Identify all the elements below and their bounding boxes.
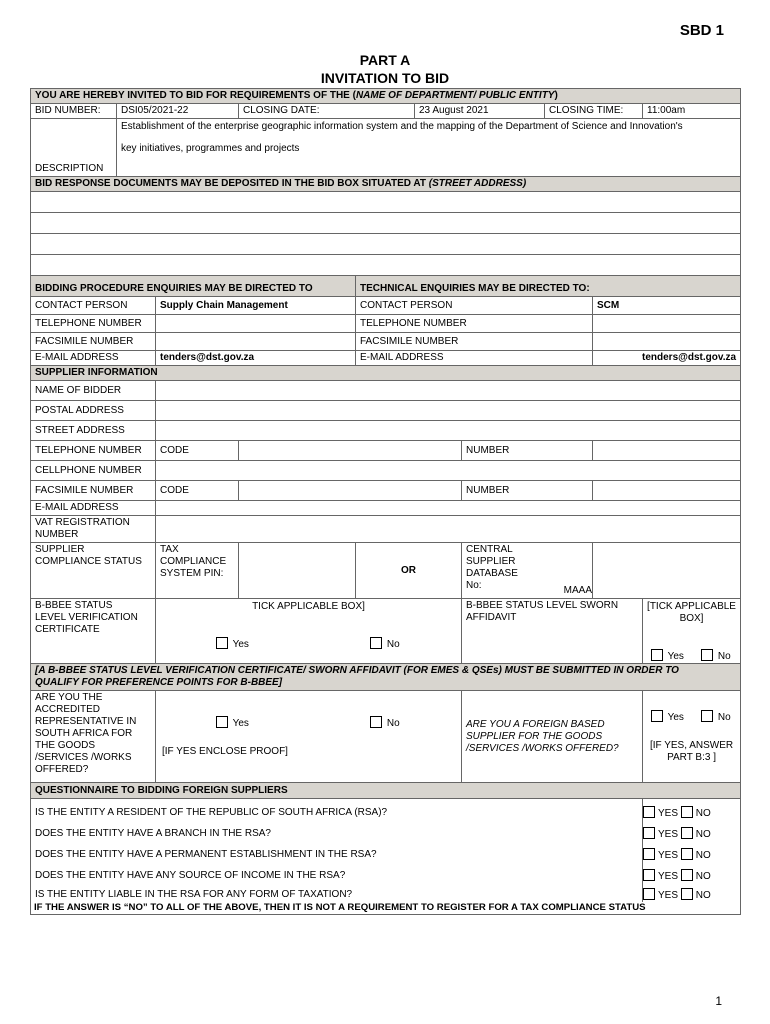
technical-telephone-value[interactable] [593,315,741,333]
branch-no-checkbox[interactable] [681,827,693,839]
yes-label: Yes [232,639,249,650]
resident-no-checkbox[interactable] [681,806,693,818]
bbbee-affidavit-no-checkbox[interactable] [701,649,713,661]
bid-number-value[interactable]: DSI05/2021-22 [117,104,239,119]
no-label: No [386,639,400,650]
deposit-header: BID RESPONSE DOCUMENTS MAY BE DEPOSITED IN THE BID BOX SITUATED AT (STREET ADDRESS) [31,177,741,192]
description-value[interactable] [117,119,741,177]
cellphone-number-field[interactable] [156,461,741,481]
bbbee-certificate-label: B-BBEE STATUS LEVEL VERIFICATION CERTIFICATE [31,599,156,664]
bbbee-certificate-no-checkbox[interactable] [370,637,382,649]
or-label: OR [356,543,462,599]
foreign-supplier-options [643,691,741,783]
bbbee-affidavit-yes-checkbox[interactable] [651,649,663,661]
telephone-number-sub-label: NUMBER [462,441,593,461]
part-title: PART A [359,52,411,68]
accredited-yes-checkbox[interactable] [216,716,228,728]
deposit-address-line[interactable] [31,234,741,255]
technical-contact-label: CONTACT PERSON [356,297,593,315]
page-number: 1 [715,994,722,1008]
bbbee-certificate-options [156,599,462,664]
bidding-telephone-label: TELEPHONE NUMBER [31,315,156,333]
no-label: No [717,651,731,662]
page-title: INVITATION TO BID [320,70,450,86]
foreign-supplier-question: ARE YOU A FOREIGN BASED SUPPLIER FOR THE GOODS /SERVICES /WORKS OFFERED? [462,691,643,783]
establishment-no-checkbox[interactable] [681,848,693,860]
facsimile-number-field[interactable] [593,481,741,501]
cellphone-number-label: CELLPHONE NUMBER [31,461,156,481]
taxation-yes-checkbox[interactable] [643,888,655,900]
question-branch-options: YES NO [643,820,741,841]
street-address-field[interactable] [156,421,741,441]
form-code: SBD 1 [679,22,724,39]
resident-yes-checkbox[interactable] [643,806,655,818]
question-branch: DOES THE ENTITY HAVE A BRANCH IN THE RSA? [31,820,643,841]
technical-facsimile-label: FACSIMILE NUMBER [356,333,593,351]
postal-address-label: POSTAL ADDRESS [31,401,156,421]
question-taxation-options: YES NO [643,883,741,902]
csd-number-label: CENTRAL SUPPLIER DATABASE No: [462,543,545,599]
answer-part-note: [IF YES, ANSWER PART B:3 ] [649,739,734,763]
closing-time-label: CLOSING TIME: [545,104,643,119]
bidding-enquiries-header: BIDDING PROCEDURE ENQUIRIES MAY BE DIRECTED TO [31,276,356,297]
technical-email-value[interactable]: tenders@dst.gov.za [593,351,741,366]
facsimile-code-field[interactable] [239,481,462,501]
csd-number-field[interactable] [593,543,741,599]
invitation-header: YOU ARE HEREBY INVITED TO BID FOR REQUIREMENTS OF THE (NAME OF DEPARTMENT/ PUBLIC ENTITY) [31,89,741,104]
deposit-address-line[interactable] [31,255,741,276]
technical-email-label: E-MAIL ADDRESS [356,351,593,366]
establishment-yes-checkbox[interactable] [643,848,655,860]
question-resident: IS THE ENTITY A RESIDENT OF THE REPUBLIC OF SOUTH AFRICA (RSA)? [31,799,643,820]
accredited-no-checkbox[interactable] [370,716,382,728]
description-label: DESCRIPTION [31,119,117,177]
bidding-contact-value[interactable]: Supply Chain Management [156,297,356,315]
technical-telephone-label: TELEPHONE NUMBER [356,315,593,333]
question-taxation: IS THE ENTITY LIABLE IN THE RSA FOR ANY FORM OF TAXATION? [31,883,643,902]
technical-facsimile-value[interactable] [593,333,741,351]
yes-label: Yes [667,711,684,723]
question-permanent-establishment: DOES THE ENTITY HAVE A PERMANENT ESTABLISHMENT IN THE RSA? [31,841,643,862]
income-yes-checkbox[interactable] [643,869,655,881]
yes-label: Yes [667,651,684,662]
facsimile-number-sub-label: NUMBER [462,481,593,501]
bbbee-affidavit-options [643,599,741,664]
description-line: key initiatives, programmes and projects [121,143,300,154]
accredited-representative-question: ARE YOU THE ACCREDITED REPRESENTATIVE IN SOUTH AFRICA FOR THE GOODS /SERVICES /WORKS OFFERED? [31,691,156,783]
email-address-label: E-MAIL ADDRESS [31,501,156,516]
telephone-number-label: TELEPHONE NUMBER [31,441,156,461]
deposit-address-line[interactable] [31,192,741,213]
no-label: No [717,711,731,723]
technical-contact-value[interactable]: SCM [593,297,741,315]
tcs-pin-label: TAX COMPLIANCE SYSTEM PIN: [156,543,239,599]
email-address-field[interactable] [156,501,741,516]
bid-form-table [30,88,741,915]
bbbee-certificate-yes-checkbox[interactable] [216,637,228,649]
question-income-source: DOES THE ENTITY HAVE ANY SOURCE OF INCOME IN THE RSA? [31,862,643,883]
supplier-info-header: SUPPLIER INFORMATION [31,366,741,381]
bidding-email-value[interactable]: tenders@dst.gov.za [156,351,356,366]
bidding-telephone-value[interactable] [156,315,356,333]
yes-label: Yes [232,717,249,729]
closing-date-value[interactable]: 23 August 2021 [415,104,545,119]
tick-instruction: [TICK APPLICABLE BOX] [647,601,736,624]
bidding-facsimile-value[interactable] [156,333,356,351]
telephone-number-field[interactable] [593,441,741,461]
bbbee-affidavit-label: B-BBEE STATUS LEVEL SWORN AFFIDAVIT [462,599,643,664]
bidding-facsimile-label: FACSIMILE NUMBER [31,333,156,351]
deposit-address-line[interactable] [31,213,741,234]
street-address-label: STREET ADDRESS [31,421,156,441]
description-line: Establishment of the enterprise geographic information system and the mapping of the Department of Science and Innovation's [121,121,683,132]
income-no-checkbox[interactable] [681,869,693,881]
facsimile-number-label: FACSIMILE NUMBER [31,481,156,501]
tcs-pin-field[interactable] [239,543,356,599]
facsimile-code-label: CODE [156,481,239,501]
technical-enquiries-header: TECHNICAL ENQUIRIES MAY BE DIRECTED TO: [356,276,741,297]
enclose-proof-note: [IF YES ENCLOSE PROOF] [162,745,288,757]
closing-date-label: CLOSING DATE: [239,104,415,119]
telephone-code-field[interactable] [239,441,462,461]
bbbee-note: [A B-BBEE STATUS LEVEL VERIFICATION CERTIFICATE/ SWORN AFFIDAVIT (FOR EMES & QSEs) MUST BE SUBMITTED IN ORDER TO QUALIFY FOR PREFERENCE POINTS FOR B-BBEE] [31,664,741,691]
bid-number-label: BID NUMBER: [31,104,117,119]
questionnaire-header: QUESTIONNAIRE TO BIDDING FOREIGN SUPPLIERS [31,783,741,799]
foreign-no-checkbox[interactable] [701,710,713,722]
bidding-email-label: E-MAIL ADDRESS [31,351,156,366]
bidder-name-field[interactable] [156,381,741,401]
question-income-source-options: YES NO [643,862,741,883]
vat-registration-field[interactable] [156,516,741,543]
csd-prefix: MAAA [545,543,593,599]
taxation-no-checkbox[interactable] [681,888,693,900]
vat-registration-label: VAT REGISTRATION NUMBER [31,516,156,543]
bidding-contact-label: CONTACT PERSON [31,297,156,315]
compliance-status-label: SUPPLIER COMPLIANCE STATUS [31,543,156,599]
accredited-representative-options [156,691,462,783]
tick-instruction: TICK APPLICABLE BOX] [252,601,365,612]
foreign-yes-checkbox[interactable] [651,710,663,722]
bidder-name-label: NAME OF BIDDER [31,381,156,401]
question-resident-options: YES NO [643,799,741,820]
questionnaire-footer: IF THE ANSWER IS “NO” TO ALL OF THE ABOVE, THEN IT IS NOT A REQUIREMENT TO REGISTER FOR A TAX COMPLIANCE STATUS [31,902,741,915]
telephone-code-label: CODE [156,441,239,461]
question-permanent-establishment-options: YES NO [643,841,741,862]
closing-time-value[interactable]: 11:00am [643,104,741,119]
branch-yes-checkbox[interactable] [643,827,655,839]
no-label: No [386,717,400,729]
postal-address-field[interactable] [156,401,741,421]
